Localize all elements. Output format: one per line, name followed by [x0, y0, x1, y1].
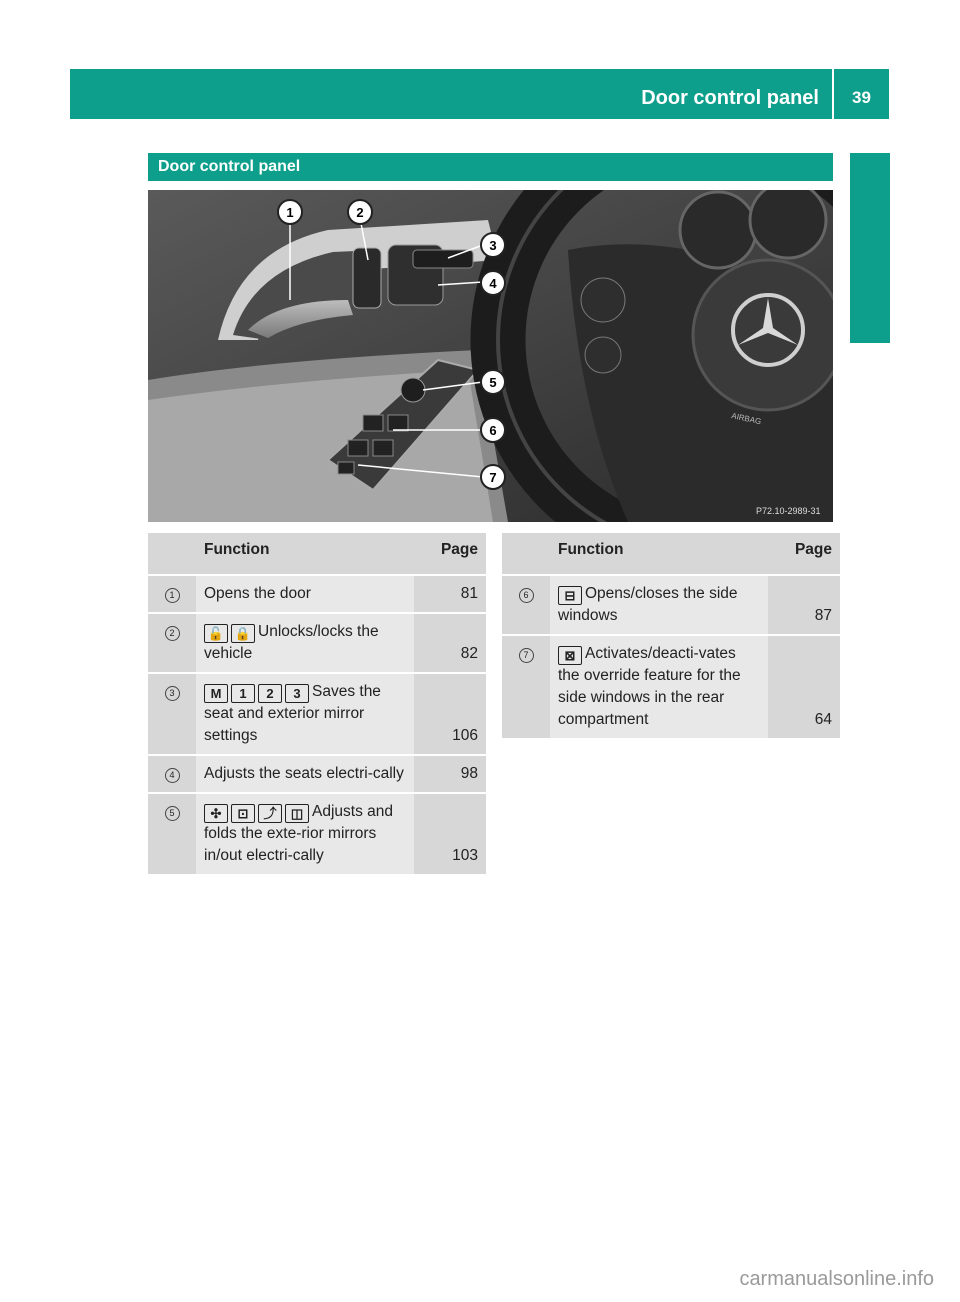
- callout-1: 1: [286, 205, 294, 220]
- row-number-cell: [148, 794, 196, 874]
- function-text: Adjusts the seats electri-cally: [204, 765, 404, 782]
- control-symbol-icon: 1: [231, 684, 255, 703]
- table-header-row: [148, 533, 486, 574]
- control-symbol-icon: 3: [285, 684, 309, 703]
- table-row: [148, 756, 486, 792]
- page-reference: 82: [414, 614, 486, 672]
- table-row: [502, 636, 840, 738]
- function-cell: [196, 756, 414, 792]
- function-cell: [196, 614, 414, 672]
- door-panel-photo: [148, 190, 833, 522]
- page-reference: 81: [414, 576, 486, 612]
- function-cell: [550, 576, 768, 634]
- table-header-row: [502, 533, 840, 574]
- page-header-bar: [70, 69, 889, 119]
- control-symbol-icon: 🔒: [231, 624, 255, 643]
- function-text: Adjusts and folds the exte-rior mirrors in/out electri-cally: [204, 803, 393, 864]
- control-symbol-icon: M: [204, 684, 228, 703]
- col-function-header: Function: [196, 533, 414, 574]
- page-reference: 103: [414, 794, 486, 874]
- image-ref-code: P72.10-2989-31: [756, 506, 821, 516]
- function-cell: [196, 576, 414, 612]
- function-table-right: [502, 531, 840, 740]
- row-number-marker: 7: [519, 648, 534, 663]
- row-number-cell: [502, 576, 550, 634]
- callout-5: 5: [489, 375, 497, 390]
- table-row: [148, 794, 486, 874]
- control-symbol-icon: ⊟: [558, 586, 582, 605]
- callout-7: 7: [489, 470, 497, 485]
- col-function-header: Function: [550, 533, 768, 574]
- watermark: carmanualsonline.info: [739, 1268, 934, 1290]
- function-cell: [550, 636, 768, 738]
- table-row: [148, 576, 486, 612]
- col-page-header: Page: [768, 533, 840, 574]
- function-cell: [196, 794, 414, 874]
- function-table-left: [148, 531, 486, 876]
- control-symbol-icon: 🔓: [204, 624, 228, 643]
- row-number-cell: [148, 674, 196, 754]
- callout-4: 4: [489, 276, 497, 291]
- row-number-marker: 5: [165, 806, 180, 821]
- control-symbol-icon: ⊠: [558, 646, 582, 665]
- page-reference: 64: [768, 636, 840, 738]
- row-number-marker: 6: [519, 588, 534, 603]
- function-text: Unlocks/locks the vehicle: [204, 623, 379, 662]
- row-number-marker: 1: [165, 588, 180, 603]
- airbag-label: AIRBAG: [730, 411, 763, 427]
- callout-3: 3: [489, 238, 497, 253]
- page-reference: 106: [414, 674, 486, 754]
- table-row: [502, 576, 840, 634]
- control-symbol-icon: ✣: [204, 804, 228, 823]
- control-symbol-icon: ◫: [285, 804, 309, 823]
- function-text: Opens the door: [204, 585, 311, 602]
- row-number-cell: [502, 636, 550, 738]
- row-number-marker: 4: [165, 768, 180, 783]
- row-number-cell: [148, 576, 196, 612]
- callout-6: 6: [489, 423, 497, 438]
- side-tab-label: At a glance: [858, 203, 881, 317]
- page-reference: 87: [768, 576, 840, 634]
- callout-2: 2: [356, 205, 364, 220]
- control-symbol-icon: 2: [258, 684, 282, 703]
- control-symbol-icon: ⊡: [231, 804, 255, 823]
- function-cell: [196, 674, 414, 754]
- page-number: 39: [852, 88, 871, 107]
- function-text: Activates/deacti-vates the override feature for the side windows in the rear compartment: [558, 645, 741, 728]
- col-num-header: [502, 533, 550, 574]
- col-page-header: Page: [414, 533, 486, 574]
- row-number-marker: 2: [165, 626, 180, 641]
- row-number-cell: [148, 756, 196, 792]
- section-title: Door control panel: [148, 153, 833, 181]
- table-row: [148, 674, 486, 754]
- col-num-header: [148, 533, 196, 574]
- door-panel-illustration: [148, 190, 833, 522]
- row-number-cell: [148, 614, 196, 672]
- table-row: [148, 614, 486, 672]
- page-reference: 98: [414, 756, 486, 792]
- function-text: Opens/closes the side windows: [558, 585, 738, 624]
- control-symbol-icon: ⤴: [258, 804, 282, 823]
- function-text: Saves the seat and exterior mirror settings: [204, 683, 381, 744]
- row-number-marker: 3: [165, 686, 180, 701]
- page-header-title: Door control panel: [641, 87, 819, 109]
